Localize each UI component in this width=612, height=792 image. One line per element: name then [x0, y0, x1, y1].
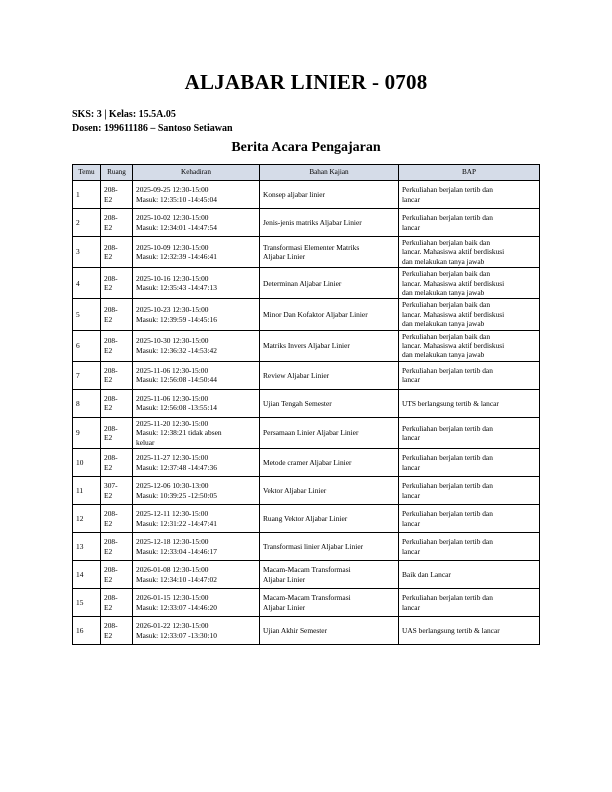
cell-bap-line: lancar. Mahasiswa aktif berdiskusi	[402, 278, 505, 288]
cell-bap-line: dan melakukan tanya jawab	[402, 319, 485, 329]
cell-bap	[399, 505, 540, 533]
cell-kehadiran	[133, 181, 260, 209]
sks-class-info: SKS: 3 | Kelas: 15.5A.05	[72, 109, 176, 120]
header-bap: BAP	[399, 165, 540, 181]
cell-ruang-line: 208-	[104, 305, 118, 315]
cell-bahan-kajian-line: Aljabar Linier	[263, 252, 306, 262]
cell-bap-line: Perkuliahan berjalan tertib dan	[402, 185, 493, 195]
cell-ruang-line: E2	[104, 602, 113, 612]
cell-ruang	[101, 268, 133, 299]
cell-kehadiran	[133, 533, 260, 561]
cell-kehadiran-line: 2025-10-23 12:30-15:00	[136, 305, 209, 315]
cell-bap	[399, 617, 540, 645]
cell-ruang-line: E2	[104, 252, 113, 262]
cell-ruang-line: E2	[104, 194, 113, 204]
cell-kehadiran-line: keluar	[136, 437, 155, 447]
teaching-record-table	[72, 164, 540, 645]
cell-kehadiran	[133, 389, 260, 417]
cell-temu: 9	[73, 417, 101, 448]
cell-ruang-line: 208-	[104, 509, 118, 519]
header-ruang: Ruang	[101, 165, 133, 181]
cell-ruang	[101, 389, 133, 417]
cell-bahan-kajian-line: Determinan Aljabar Linier	[263, 278, 342, 288]
cell-kehadiran-line: 2026-01-15 12:30-15:00	[136, 593, 209, 603]
cell-bahan-kajian	[260, 505, 399, 533]
cell-kehadiran	[133, 617, 260, 645]
table-header-row	[73, 165, 540, 181]
cell-bahan-kajian	[260, 561, 399, 589]
cell-ruang-line: E2	[104, 432, 113, 442]
table-row	[73, 389, 540, 417]
section-subtitle: Berita Acara Pengajaran	[231, 140, 381, 155]
cell-bahan-kajian-line: Macam-Macam Transformasi	[263, 593, 351, 603]
table-row	[73, 299, 540, 330]
cell-temu: 16	[73, 617, 101, 645]
table-row	[73, 505, 540, 533]
cell-kehadiran	[133, 361, 260, 389]
cell-ruang-line: 208-	[104, 365, 118, 375]
cell-bahan-kajian	[260, 209, 399, 237]
cell-kehadiran-line: 2025-12-11 12:30-15:00	[136, 509, 209, 519]
cell-ruang-line: 208-	[104, 393, 118, 403]
cell-kehadiran-line: 2025-09-25 12:30-15:00	[136, 185, 209, 195]
cell-kehadiran-line: Masuk: 12:35:43 -14:47:13	[136, 283, 217, 293]
cell-bap	[399, 449, 540, 477]
cell-ruang	[101, 417, 133, 448]
cell-bahan-kajian-line: Persamaan Linier Aljabar Linier	[263, 428, 359, 438]
cell-kehadiran-line: 2025-11-20 12:30-15:00	[136, 418, 209, 428]
cell-bahan-kajian-line: Transformasi linier Aljabar Linier	[263, 541, 364, 551]
cell-bahan-kajian-line: Metode cramer Aljabar Linier	[263, 457, 352, 467]
cell-bahan-kajian-line: Ruang Vektor Aljabar Linier	[263, 513, 348, 523]
cell-kehadiran-line: 2025-10-16 12:30-15:00	[136, 273, 209, 283]
cell-bahan-kajian	[260, 268, 399, 299]
cell-ruang	[101, 209, 133, 237]
table-row	[73, 617, 540, 645]
cell-bap	[399, 417, 540, 448]
cell-temu: 7	[73, 361, 101, 389]
cell-bahan-kajian-line: Vektor Aljabar Linier	[263, 485, 327, 495]
cell-bap-line: Perkuliahan berjalan baik dan	[402, 238, 491, 247]
cell-ruang-line: E2	[104, 546, 113, 556]
cell-ruang-line: E2	[104, 574, 113, 584]
table-row	[73, 589, 540, 617]
table-row	[73, 449, 540, 477]
cell-bahan-kajian	[260, 237, 399, 268]
cell-bap-line: Perkuliahan berjalan tertib dan	[402, 537, 493, 547]
table-row	[73, 330, 540, 361]
cell-ruang-line: E2	[104, 518, 113, 528]
cell-kehadiran-line: Masuk: 12:37:48 -14:47:36	[136, 462, 217, 472]
cell-bap-line: lancar	[402, 375, 421, 385]
cell-bap-line: dan melakukan tanya jawab	[402, 288, 485, 298]
cell-bap-line: Perkuliahan berjalan tertib dan	[402, 423, 493, 433]
cell-kehadiran-line: 2025-10-02 12:30-15:00	[136, 213, 209, 223]
table-row	[73, 209, 540, 237]
cell-bap	[399, 181, 540, 209]
cell-kehadiran-line: Masuk: 12:36:32 -14:53:42	[136, 345, 217, 355]
cell-temu: 2	[73, 209, 101, 237]
cell-kehadiran-line: Masuk: 12:56:08 -13:55:14	[136, 403, 217, 413]
cell-bap	[399, 561, 540, 589]
cell-bahan-kajian	[260, 361, 399, 389]
cell-temu: 11	[73, 477, 101, 505]
cell-kehadiran-line: Masuk: 12:33:07 -13:30:10	[136, 630, 217, 640]
cell-bap	[399, 299, 540, 330]
cell-ruang-line: 208-	[104, 453, 118, 463]
cell-bahan-kajian-line: Aljabar Linier	[263, 602, 306, 612]
cell-kehadiran-line: Masuk: 10:39:25 -12:50:05	[136, 490, 217, 500]
cell-ruang-line: 208-	[104, 185, 118, 195]
cell-kehadiran-line: Masuk: 12:56:08 -14:50:44	[136, 375, 217, 385]
table-row	[73, 237, 540, 268]
cell-ruang	[101, 299, 133, 330]
cell-kehadiran-line: 2026-01-08 12:30-15:00	[136, 565, 209, 575]
cell-kehadiran-line: 2025-10-30 12:30-15:00	[136, 336, 209, 346]
cell-ruang-line: 208-	[104, 242, 118, 252]
cell-ruang	[101, 533, 133, 561]
cell-ruang	[101, 589, 133, 617]
cell-kehadiran	[133, 237, 260, 268]
cell-bap-line: Perkuliahan berjalan tertib dan	[402, 213, 493, 223]
cell-bahan-kajian	[260, 477, 399, 505]
cell-bahan-kajian	[260, 299, 399, 330]
cell-bap-line: Perkuliahan berjalan tertib dan	[402, 509, 493, 519]
cell-kehadiran-line: Masuk: 12:33:07 -14:46:20	[136, 602, 217, 612]
table-body	[73, 181, 540, 645]
cell-bahan-kajian	[260, 389, 399, 417]
cell-kehadiran-line: 2025-12-18 12:30-15:00	[136, 537, 209, 547]
cell-bap-line: Perkuliahan berjalan tertib dan	[402, 593, 493, 603]
cell-ruang	[101, 477, 133, 505]
cell-temu: 4	[73, 268, 101, 299]
cell-ruang-line: 208-	[104, 621, 118, 631]
cell-kehadiran-line: 2025-11-06 12:30-15:00	[136, 365, 209, 375]
cell-ruang-line: 208-	[104, 565, 118, 575]
cell-bahan-kajian-line: Macam-Macam Transformasi	[263, 565, 351, 575]
cell-bap	[399, 389, 540, 417]
cell-ruang-line: E2	[104, 283, 113, 293]
cell-bap-line: lancar	[402, 602, 421, 612]
cell-temu: 15	[73, 589, 101, 617]
table-row	[73, 181, 540, 209]
cell-temu: 13	[73, 533, 101, 561]
cell-bahan-kajian-line: Review Aljabar Linier	[263, 370, 330, 380]
cell-bap-line: UTS berlangsung tertib & lancar	[402, 398, 499, 408]
cell-bahan-kajian-line: Ujian Akhir Semester	[263, 625, 328, 635]
cell-bahan-kajian	[260, 617, 399, 645]
cell-ruang-line: 307-	[104, 481, 118, 491]
cell-bahan-kajian	[260, 330, 399, 361]
cell-kehadiran	[133, 268, 260, 299]
cell-kehadiran-line: Masuk: 12:35:10 -14:45:04	[136, 194, 217, 204]
cell-bap	[399, 268, 540, 299]
cell-bap-line: lancar. Mahasiswa aktif berdiskusi	[402, 309, 505, 319]
cell-bahan-kajian	[260, 181, 399, 209]
cell-kehadiran	[133, 449, 260, 477]
cell-bahan-kajian	[260, 533, 399, 561]
cell-ruang-line: E2	[104, 490, 113, 500]
cell-bahan-kajian-line: Konsep aljabar linier	[263, 189, 325, 199]
cell-ruang-line: 208-	[104, 537, 118, 547]
cell-ruang-line: E2	[104, 630, 113, 640]
cell-bahan-kajian-line: Matriks Invers Aljabar Linier	[263, 341, 350, 351]
cell-kehadiran-line: Masuk: 12:33:04 -14:46:17	[136, 546, 217, 556]
cell-bap-line: dan melakukan tanya jawab	[402, 256, 485, 266]
cell-temu: 8	[73, 389, 101, 417]
cell-kehadiran	[133, 417, 260, 448]
cell-kehadiran	[133, 330, 260, 361]
cell-ruang-line: 208-	[104, 336, 118, 346]
cell-kehadiran	[133, 477, 260, 505]
cell-bap	[399, 533, 540, 561]
cell-bap	[399, 209, 540, 237]
cell-kehadiran-line: Masuk: 12:39:59 -14:45:16	[136, 314, 217, 324]
cell-kehadiran	[133, 505, 260, 533]
cell-kehadiran-line: 2025-11-27 12:30-15:00	[136, 453, 209, 463]
cell-temu: 3	[73, 237, 101, 268]
table-row	[73, 268, 540, 299]
table-row	[73, 533, 540, 561]
cell-kehadiran-line: 2025-10-09 12:30-15:00	[136, 242, 209, 252]
cell-bap	[399, 237, 540, 268]
cell-bap-line: Perkuliahan berjalan tertib dan	[402, 481, 493, 491]
cell-bahan-kajian	[260, 589, 399, 617]
header-kehadiran: Kehadiran	[133, 165, 260, 181]
cell-temu: 10	[73, 449, 101, 477]
cell-bahan-kajian	[260, 417, 399, 448]
cell-bahan-kajian-line: Minor Dan Kofaktor Aljabar Linier	[263, 309, 368, 319]
lecturer-info: Dosen: 199611186 – Santoso Setiawan	[72, 123, 233, 134]
cell-ruang	[101, 561, 133, 589]
table-row	[73, 561, 540, 589]
cell-bap-line: lancar	[402, 432, 421, 442]
cell-ruang	[101, 237, 133, 268]
cell-bap-line: Baik dan Lancar	[402, 569, 451, 579]
cell-ruang-line: E2	[104, 222, 113, 232]
cell-bahan-kajian-line: Aljabar Linier	[263, 574, 306, 584]
cell-bap-line: Perkuliahan berjalan baik dan	[402, 331, 491, 341]
cell-temu: 12	[73, 505, 101, 533]
cell-temu: 5	[73, 299, 101, 330]
cell-kehadiran	[133, 561, 260, 589]
cell-ruang	[101, 449, 133, 477]
cell-ruang-line: E2	[104, 403, 113, 413]
cell-bap-line: UAS berlangsung tertib & lancar	[402, 625, 500, 635]
cell-temu: 6	[73, 330, 101, 361]
cell-temu: 14	[73, 561, 101, 589]
cell-temu: 1	[73, 181, 101, 209]
cell-bahan-kajian-line: Ujian Tengah Semester	[263, 398, 332, 408]
cell-kehadiran-line: Masuk: 12:34:10 -14:47:02	[136, 574, 217, 584]
cell-bap	[399, 477, 540, 505]
cell-ruang	[101, 505, 133, 533]
cell-bap-line: lancar	[402, 518, 421, 528]
cell-bap-line: Perkuliahan berjalan tertib dan	[402, 453, 493, 463]
cell-ruang	[101, 181, 133, 209]
cell-kehadiran-line: Masuk: 12:34:01 -14:47:54	[136, 222, 217, 232]
cell-bahan-kajian	[260, 449, 399, 477]
cell-bap-line: lancar	[402, 194, 421, 204]
cell-kehadiran-line: 2025-11-06 12:30-15:00	[136, 393, 209, 403]
cell-bap-line: lancar	[402, 490, 421, 500]
cell-kehadiran-line: Masuk: 12:31:22 -14:47:41	[136, 518, 217, 528]
cell-bap	[399, 589, 540, 617]
cell-ruang-line: E2	[104, 345, 113, 355]
cell-bap-line: lancar. Mahasiswa aktif berdiskusi	[402, 341, 505, 351]
cell-ruang	[101, 361, 133, 389]
cell-bap-line: lancar	[402, 546, 421, 556]
cell-ruang-line: 208-	[104, 593, 118, 603]
cell-ruang-line: 208-	[104, 213, 118, 223]
cell-bahan-kajian-line: Jenis-jenis matriks Aljabar Linier	[263, 217, 362, 227]
table-row	[73, 361, 540, 389]
cell-bap-line: Perkuliahan berjalan tertib dan	[402, 365, 493, 375]
cell-ruang-line: 208-	[104, 423, 118, 433]
cell-bap-line: Perkuliahan berjalan baik dan	[402, 269, 491, 279]
cell-bap	[399, 330, 540, 361]
cell-bap-line: dan melakukan tanya jawab	[402, 350, 485, 360]
cell-bap-line: lancar. Mahasiswa aktif berdiskusi	[402, 247, 505, 257]
cell-bap	[399, 361, 540, 389]
cell-kehadiran-line: Masuk: 12:38:21 tidak absen	[136, 428, 222, 438]
cell-kehadiran-line: 2026-01-22 12:30-15:00	[136, 621, 209, 631]
cell-bap-line: lancar	[402, 222, 421, 232]
cell-ruang-line: E2	[104, 375, 113, 385]
cell-kehadiran	[133, 299, 260, 330]
cell-kehadiran	[133, 209, 260, 237]
cell-ruang	[101, 330, 133, 361]
cell-kehadiran-line: 2025-12-06 10:30-13:00	[136, 481, 209, 491]
cell-kehadiran-line: Masuk: 12:32:39 -14:46:41	[136, 252, 217, 262]
cell-bahan-kajian-line: Transformasi Elementer Matriks	[263, 242, 360, 252]
cell-bap-line: Perkuliahan berjalan baik dan	[402, 300, 491, 310]
cell-bap-line: lancar	[402, 462, 421, 472]
table-row	[73, 477, 540, 505]
header-temu: Temu	[73, 165, 101, 181]
cell-ruang-line: E2	[104, 462, 113, 472]
cell-ruang-line: 208-	[104, 273, 118, 283]
course-title: ALJABAR LINIER - 0708	[184, 70, 428, 94]
table-row	[73, 417, 540, 448]
cell-ruang	[101, 617, 133, 645]
cell-kehadiran	[133, 589, 260, 617]
header-bahan-kajian: Bahan Kajian	[260, 165, 399, 181]
cell-ruang-line: E2	[104, 314, 113, 324]
